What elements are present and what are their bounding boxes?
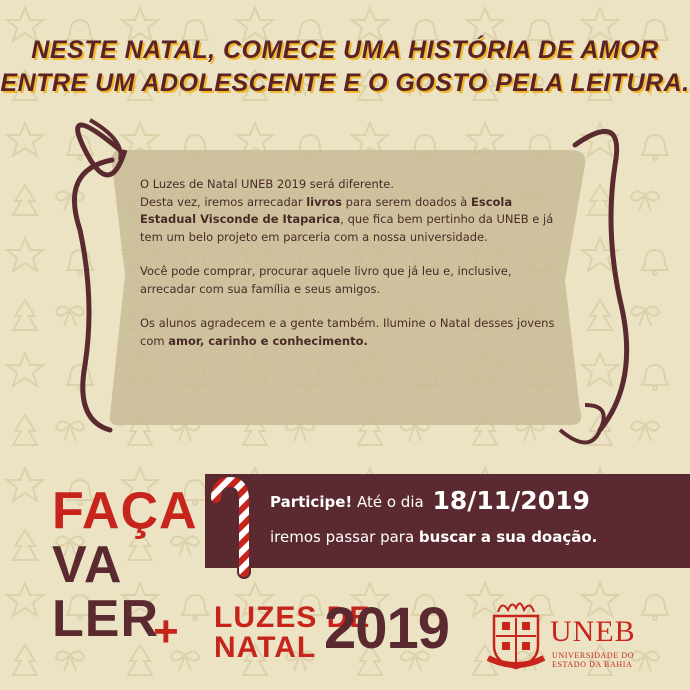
banner-line-2-text: iremos passar para — [270, 528, 419, 546]
headline-line-2: ENTRE UM ADOLESCENTE E O GOSTO PELA LEITURA. — [0, 69, 690, 97]
uneb-subtitle-1: UNIVERSIDADE DO — [552, 651, 635, 660]
va-word: VA — [52, 536, 123, 594]
p1-bold-school: Escola Estadual Visconde de Itaparica — [140, 194, 513, 226]
p1-text-a: Desta vez, iremos arrecadar — [140, 194, 307, 209]
deadline-date: 18/11/2019 — [432, 486, 590, 515]
paragraph-2: Você pode comprar, procurar aquele livro que já leu e, inclusive, arrecadar com sua família e seus amigos. — [140, 264, 512, 296]
uneb-subtitle-2: ESTADO DA BAHIA — [552, 660, 633, 669]
p3-text: Os alunos agradecem e a gente também. Ilumine o Natal desses jovens com — [140, 316, 555, 348]
p1-bold-livros: livros — [306, 194, 343, 209]
ler-word: LER — [52, 590, 159, 648]
p3-bold: amor, carinho e conhecimento. — [168, 333, 368, 348]
p1-intro: O Luzes de Natal UNEB 2019 será diferente. — [140, 177, 394, 191]
banner-line-2-bold: buscar a sua doação. — [418, 528, 598, 546]
p1-text-c: , que fica bem pertinho da UNEB e já tem um belo projeto em parceria com a nossa universidade. — [140, 212, 554, 244]
ate-o-dia-text: Até o dia — [352, 493, 429, 511]
luzes-de-text: LUZES DE — [214, 601, 371, 634]
participe-label: Participe! — [270, 493, 353, 511]
faca-word: FAÇA — [52, 482, 198, 540]
event-year: 2019 — [324, 596, 450, 661]
uneb-name: UNEB — [550, 615, 636, 648]
p1-text-b: para serem doados à — [342, 194, 472, 209]
headline-line-1: NESTE NATAL, COMECE UMA HISTÓRIA DE AMOR — [31, 36, 659, 64]
natal-text: NATAL — [214, 631, 317, 664]
plus-sign: + — [153, 607, 180, 656]
